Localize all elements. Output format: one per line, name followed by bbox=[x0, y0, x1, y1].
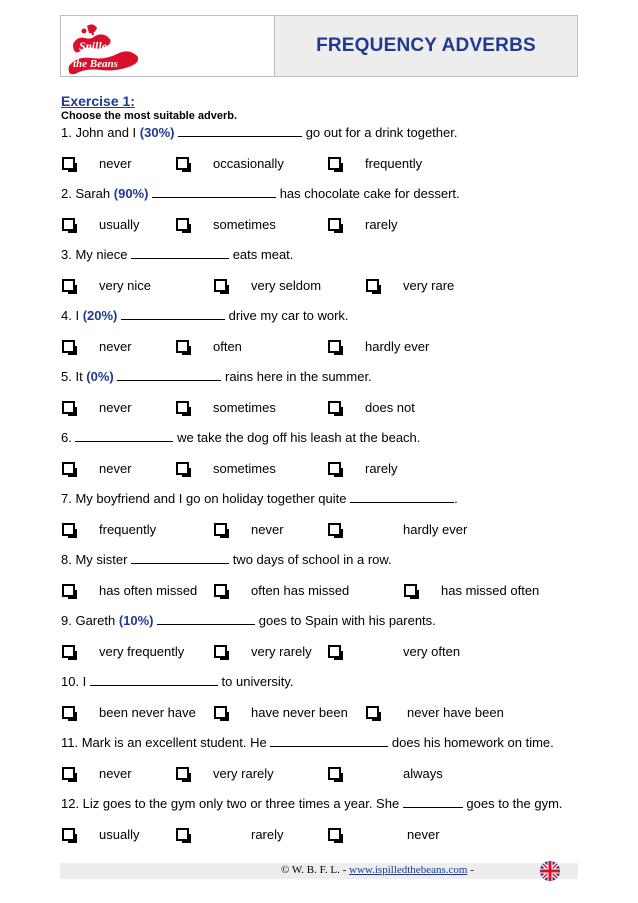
option-row bbox=[0, 766, 638, 782]
checkbox-icon[interactable] bbox=[62, 523, 75, 536]
option-label: usually bbox=[99, 827, 140, 842]
option-label: always bbox=[403, 766, 443, 781]
checkbox-icon[interactable] bbox=[62, 340, 75, 353]
option-label: have never been bbox=[251, 705, 348, 720]
option-label: never bbox=[99, 339, 132, 354]
footer-text bbox=[281, 864, 474, 876]
option-label: never bbox=[251, 522, 284, 537]
question-prefix: 7. My boyfriend and I go on holiday together quite bbox=[61, 491, 351, 506]
checkbox-icon[interactable] bbox=[62, 767, 75, 780]
option-label: sometimes bbox=[213, 461, 276, 476]
checkbox-icon[interactable] bbox=[176, 157, 189, 170]
answer-blank[interactable] bbox=[157, 613, 255, 625]
question-text bbox=[61, 369, 372, 384]
checkbox-icon[interactable] bbox=[214, 523, 227, 536]
footer-copyright: © W. B. F. L. - bbox=[281, 864, 349, 876]
question-prefix: 2. Sarah bbox=[61, 186, 114, 201]
logo-cell bbox=[61, 16, 275, 76]
question-prefix: 8. My sister bbox=[61, 552, 132, 567]
question-suffix: drive my car to work. bbox=[225, 308, 349, 323]
question-text bbox=[61, 613, 436, 628]
checkbox-icon[interactable] bbox=[328, 828, 341, 841]
checkbox-icon[interactable] bbox=[62, 218, 75, 231]
option-row bbox=[0, 339, 638, 355]
option-label: very nice bbox=[99, 278, 152, 293]
title-cell bbox=[275, 16, 577, 76]
checkbox-icon[interactable] bbox=[328, 523, 341, 536]
checkbox-icon[interactable] bbox=[366, 279, 379, 292]
option-label: does not bbox=[365, 400, 415, 415]
answer-blank[interactable] bbox=[131, 552, 229, 564]
checkbox-icon[interactable] bbox=[404, 584, 417, 597]
checkbox-icon[interactable] bbox=[176, 767, 189, 780]
checkbox-icon[interactable] bbox=[328, 401, 341, 414]
option-label: never bbox=[407, 827, 440, 842]
option-label: usually bbox=[99, 217, 140, 232]
frequency-percent: (20%) bbox=[82, 308, 118, 323]
question-prefix: 1. John and I bbox=[61, 125, 140, 140]
checkbox-icon[interactable] bbox=[366, 706, 379, 719]
spilled-the-beans-logo bbox=[67, 22, 145, 74]
checkbox-icon[interactable] bbox=[214, 584, 227, 597]
footer-suffix: - bbox=[467, 864, 474, 876]
option-label: frequently bbox=[99, 522, 157, 537]
option-label: never bbox=[99, 766, 132, 781]
option-label: hardly ever bbox=[365, 339, 430, 354]
checkbox-icon[interactable] bbox=[176, 401, 189, 414]
question-suffix: go out for a drink together. bbox=[302, 125, 458, 140]
question-text bbox=[61, 552, 392, 567]
checkbox-icon[interactable] bbox=[214, 279, 227, 292]
page-title: FREQUENCY ADVERBS bbox=[316, 35, 536, 56]
option-row bbox=[0, 827, 638, 843]
option-row bbox=[0, 705, 638, 721]
option-label: rarely bbox=[251, 827, 284, 842]
question-prefix: 3. My niece bbox=[61, 247, 132, 262]
question-text bbox=[61, 430, 420, 445]
frequency-percent: (0%) bbox=[86, 369, 114, 384]
option-row bbox=[0, 644, 638, 660]
option-label: very rarely bbox=[213, 766, 274, 781]
option-label: never have been bbox=[407, 705, 504, 720]
checkbox-icon[interactable] bbox=[62, 279, 75, 292]
question-text bbox=[61, 735, 554, 750]
option-row bbox=[0, 461, 638, 477]
option-row bbox=[0, 522, 638, 538]
question-suffix: to university. bbox=[217, 674, 294, 689]
question-suffix: two days of school in a row. bbox=[229, 552, 392, 567]
checkbox-icon[interactable] bbox=[62, 401, 75, 414]
exercise-instruction: Choose the most suitable adverb. bbox=[61, 110, 238, 122]
checkbox-icon[interactable] bbox=[62, 462, 75, 475]
question-text bbox=[61, 125, 457, 140]
option-label: has often missed bbox=[99, 583, 198, 598]
option-label: very rarely bbox=[251, 644, 312, 659]
answer-blank[interactable] bbox=[403, 796, 463, 808]
option-row bbox=[0, 217, 638, 233]
option-row bbox=[0, 583, 638, 599]
checkbox-icon[interactable] bbox=[176, 828, 189, 841]
checkbox-icon[interactable] bbox=[328, 462, 341, 475]
option-row bbox=[0, 278, 638, 294]
option-label: sometimes bbox=[213, 400, 276, 415]
exercise-heading: Exercise 1: bbox=[61, 93, 135, 109]
question-suffix: has chocolate cake for dessert. bbox=[276, 186, 460, 201]
worksheet-header bbox=[60, 15, 578, 77]
checkbox-icon[interactable] bbox=[328, 645, 341, 658]
question-prefix: 10. I bbox=[61, 674, 90, 689]
footer-link[interactable]: www.ispilledthebeans.com bbox=[349, 864, 468, 876]
svg-text:the Beans: the Beans bbox=[73, 58, 118, 70]
answer-blank[interactable] bbox=[152, 186, 276, 198]
answer-blank[interactable] bbox=[121, 308, 225, 320]
checkbox-icon[interactable] bbox=[62, 645, 75, 658]
option-label: never bbox=[99, 156, 132, 171]
question-suffix: goes to the gym. bbox=[462, 796, 563, 811]
option-label: very seldom bbox=[251, 278, 322, 293]
answer-blank[interactable] bbox=[270, 735, 388, 747]
question-text bbox=[61, 796, 563, 811]
option-label: occasionally bbox=[213, 156, 284, 171]
option-label: has missed often bbox=[441, 583, 540, 598]
checkbox-icon[interactable] bbox=[62, 828, 75, 841]
question-prefix: 4. I bbox=[61, 308, 83, 323]
checkbox-icon[interactable] bbox=[214, 645, 227, 658]
checkbox-icon[interactable] bbox=[62, 706, 75, 719]
answer-blank[interactable] bbox=[178, 125, 302, 137]
answer-blank[interactable] bbox=[117, 369, 221, 381]
answer-blank[interactable] bbox=[90, 674, 218, 686]
question-text bbox=[61, 674, 294, 689]
uk-flag-icon bbox=[540, 861, 560, 881]
question-prefix: 9. Gareth bbox=[61, 613, 119, 628]
frequency-percent: (90%) bbox=[113, 186, 149, 201]
option-label: frequently bbox=[365, 156, 423, 171]
option-row bbox=[0, 400, 638, 416]
option-label: often has missed bbox=[251, 583, 350, 598]
option-label: hardly ever bbox=[403, 522, 468, 537]
option-label: rarely bbox=[365, 461, 398, 476]
option-label: rarely bbox=[365, 217, 398, 232]
frequency-percent: (10%) bbox=[118, 613, 154, 628]
option-row bbox=[0, 156, 638, 172]
question-text bbox=[61, 308, 349, 323]
question-text bbox=[61, 247, 293, 262]
checkbox-icon[interactable] bbox=[214, 706, 227, 719]
checkbox-icon[interactable] bbox=[328, 157, 341, 170]
checkbox-icon[interactable] bbox=[62, 584, 75, 597]
question-suffix: does his homework on time. bbox=[388, 735, 554, 750]
answer-blank[interactable] bbox=[75, 430, 173, 442]
frequency-percent: (30%) bbox=[139, 125, 175, 140]
question-text bbox=[61, 491, 458, 506]
question-suffix: . bbox=[454, 491, 458, 506]
option-label: very rare bbox=[403, 278, 455, 293]
svg-text:Spilled: Spilled bbox=[79, 39, 114, 53]
checkbox-icon[interactable] bbox=[328, 767, 341, 780]
checkbox-icon[interactable] bbox=[176, 218, 189, 231]
question-prefix: 11. Mark is an excellent student. He bbox=[61, 735, 271, 750]
checkbox-icon[interactable] bbox=[328, 218, 341, 231]
checkbox-icon[interactable] bbox=[328, 340, 341, 353]
checkbox-icon[interactable] bbox=[176, 340, 189, 353]
question-suffix: we take the dog off his leash at the beach. bbox=[173, 430, 421, 445]
question-prefix: 12. Liz goes to the gym only two or three times a year. She bbox=[61, 796, 403, 811]
option-label: never bbox=[99, 400, 132, 415]
question-text bbox=[61, 186, 460, 201]
question-prefix: 6. bbox=[61, 430, 76, 445]
option-label: been never have bbox=[99, 705, 196, 720]
checkbox-icon[interactable] bbox=[176, 462, 189, 475]
question-suffix: goes to Spain with his parents. bbox=[255, 613, 436, 628]
checkbox-icon[interactable] bbox=[62, 157, 75, 170]
answer-blank[interactable] bbox=[131, 247, 229, 259]
question-prefix: 5. It bbox=[61, 369, 87, 384]
question-suffix: eats meat. bbox=[229, 247, 294, 262]
option-label: very frequently bbox=[99, 644, 185, 659]
option-label: often bbox=[213, 339, 242, 354]
option-label: never bbox=[99, 461, 132, 476]
option-label: sometimes bbox=[213, 217, 276, 232]
answer-blank[interactable] bbox=[350, 491, 454, 503]
option-label: very often bbox=[403, 644, 461, 659]
question-suffix: rains here in the summer. bbox=[221, 369, 372, 384]
footer-bar bbox=[60, 863, 578, 879]
